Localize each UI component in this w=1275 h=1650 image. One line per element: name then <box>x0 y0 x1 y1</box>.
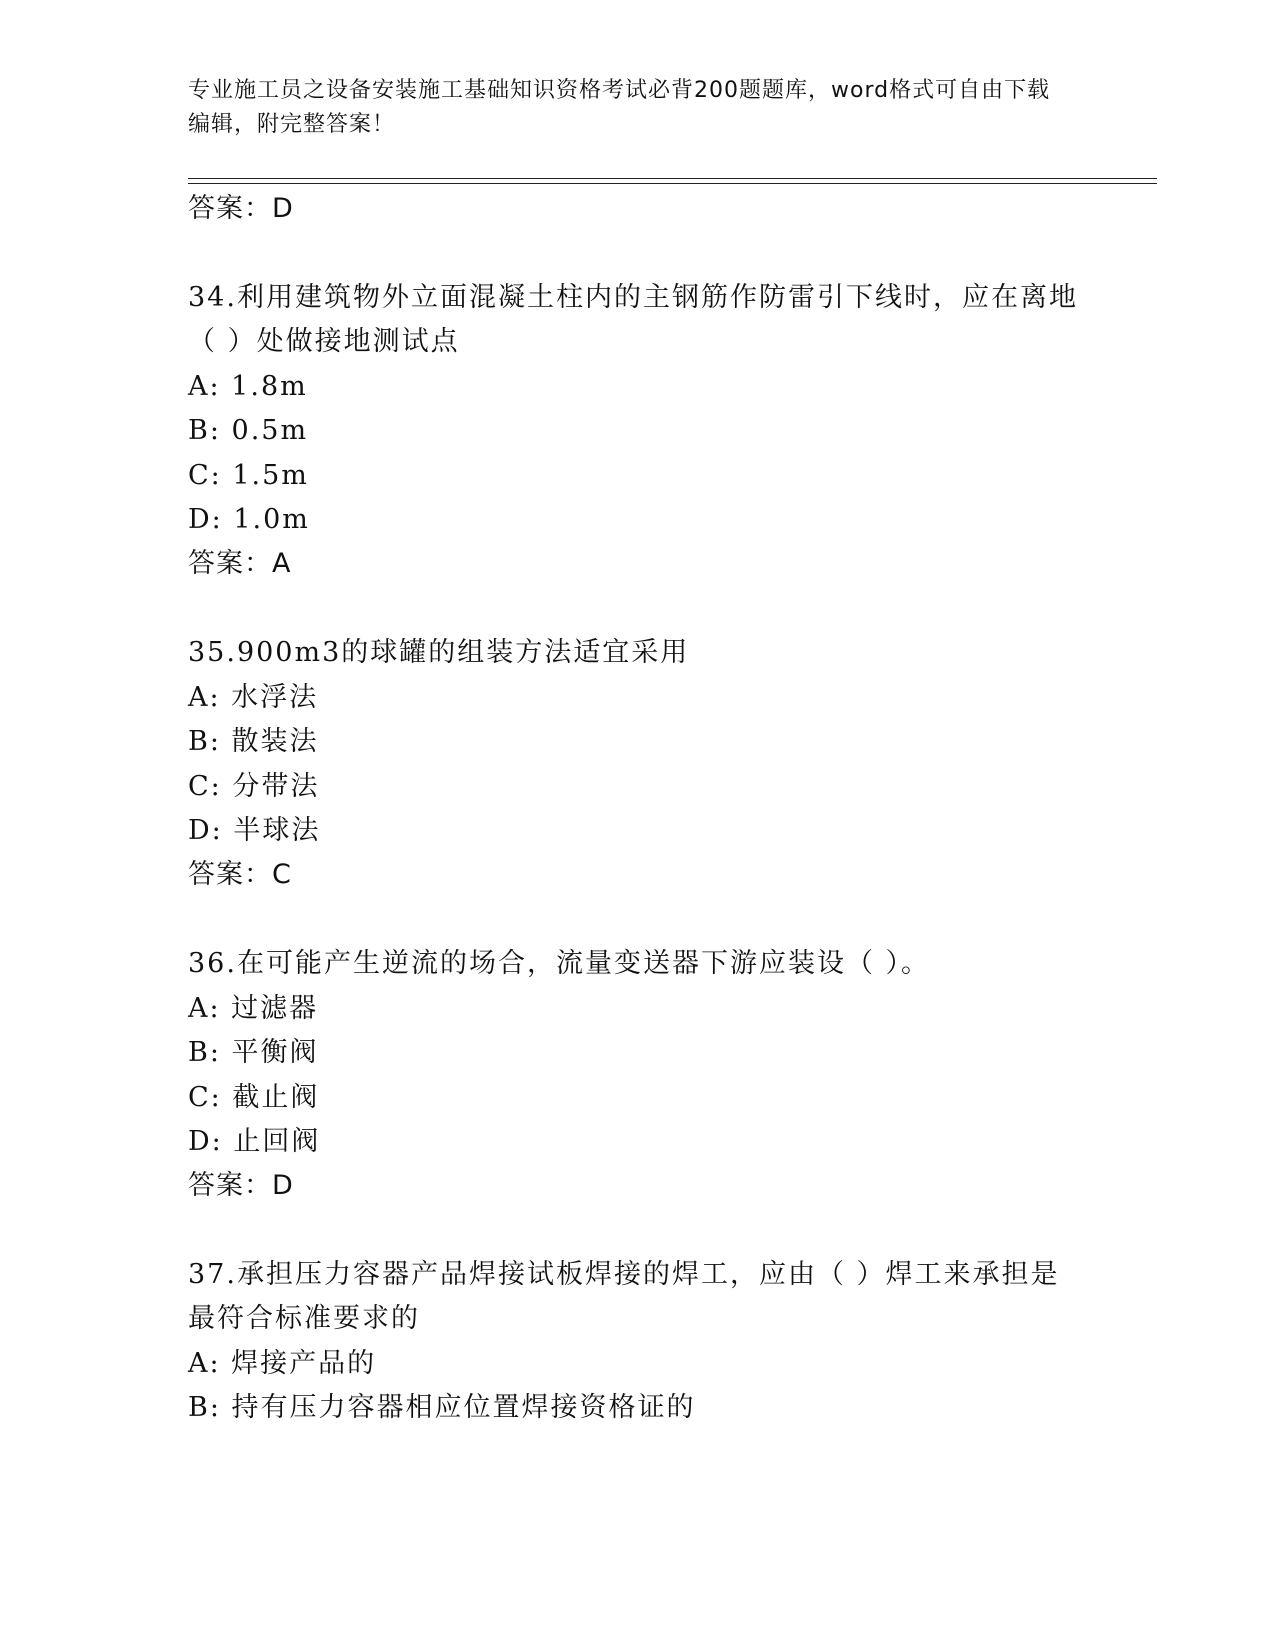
header-rule-top <box>188 178 1157 179</box>
question-37-option-a: A: 焊接产品的 <box>188 1348 377 1379</box>
question-34-option-b: B: 0.5m <box>188 415 309 446</box>
question-34-answer: 答案：A <box>188 548 292 579</box>
question-36-option-d: D: 止回阀 <box>188 1126 321 1157</box>
answer-text: 答案：D <box>188 193 294 224</box>
question-36-option-c: C: 截止阀 <box>188 1082 320 1113</box>
question-35-answer: 答案：C <box>188 859 292 890</box>
question-37-stem-line1: 37.承担压力容器产品焊接试板焊接的焊工，应由（ ）焊工来承担是 <box>188 1259 1060 1290</box>
header-rule-bottom <box>188 183 1157 184</box>
question-34-option-c: C: 1.5m <box>188 460 309 491</box>
question-34-option-a: A: 1.8m <box>188 371 308 402</box>
question-36-answer: 答案：D <box>188 1170 294 1201</box>
question-37-option-b: B: 持有压力容器相应位置焊接资格证的 <box>188 1392 696 1423</box>
question-36-stem: 36.在可能产生逆流的场合，流量变送器下游应装设（ ）。 <box>188 948 931 979</box>
question-34-stem-line2: （ ）处做接地测试点 <box>188 326 460 357</box>
question-35-option-a: A: 水浮法 <box>188 682 319 713</box>
question-35-stem: 35.900m3的球罐的组装方法适宜采用 <box>188 637 690 668</box>
question-35-option-b: B: 散装法 <box>188 726 319 757</box>
question-36-option-a: A: 过滤器 <box>188 993 319 1024</box>
question-34-option-d: D: 1.0m <box>188 504 310 535</box>
question-34-stem-line1: 34.利用建筑物外立面混凝土柱内的主钢筋作防雷引下线时，应在离地 <box>188 282 1078 313</box>
question-37-stem-line2: 最符合标准要求的 <box>188 1303 420 1334</box>
question-35-option-c: C: 分带法 <box>188 771 320 802</box>
question-35-option-d: D: 半球法 <box>188 815 321 846</box>
question-36-option-b: B: 平衡阀 <box>188 1037 319 1068</box>
document-header: 专业施工员之设备安装施工基础知识资格考试必背200题题库，word格式可自由下载编辑，附完整答案！ <box>188 78 1051 137</box>
